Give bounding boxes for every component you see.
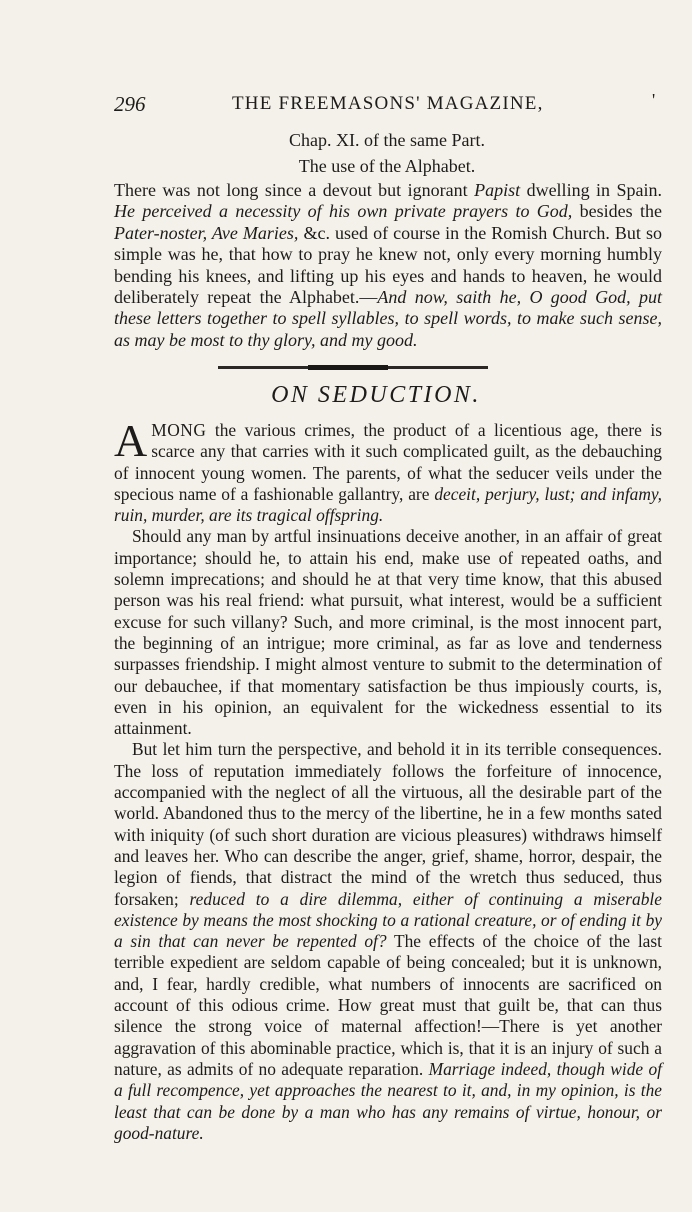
article-p2-text: Should any man by artful insinuations deceive another, in an affair of great importance; should he, to attain his end, make use of repeated oaths, and solemn imprecations; and should he at that very time know, that this abused person was his real friend: what pursuit, what interest, would be a sufficient excuse for such villany? Such, and more criminal, is the most innocent part, the beginning of an intrigue; more criminal, as far as love and tenderness surpasses friendship. I might almost venture to submit to the determination of our debauchee, if that momentary satisfaction be thus impiously courts, is, even in his opinion, an equivalent for the wickedness essential to its attainment. [114, 526, 662, 739]
para1-text-3: dwelling in Spain. [520, 180, 662, 200]
article-paragraph [114, 526, 662, 739]
para1-text-6: Pater-noster, Ave Maries, [114, 222, 299, 243]
article-paragraph [114, 739, 662, 1144]
article-p3-text-1: But let him turn the perspective, and behold it in its terrible consequences. The loss of reputation immediately follows the forfeiture of innocence, accompanied with the neglect of all the virtuous, all the desirable part of the world. Abandoned thus to the mercy of the libertine, he in a few months sated with iniquity (of such short duration are vicious pleasures) withdraws himself and leaves her. Who can describe the anger, grief, shame, horror, despair, the legion of fiends, that distract the mind of the wretch thus seduced, thus forsaken; [114, 739, 662, 909]
running-head: THE FREEMASONS' MAGAZINE, [232, 93, 544, 114]
section-divider [218, 366, 488, 369]
article-p3-italic-2: Marriage indeed, though wide of a full recompence, yet approaches the nearest to it, and, in my opinion, is the least that can be done by a man who has any remains of virtue, honour, or good-nature. [114, 1058, 662, 1143]
page-number: 296 [114, 92, 146, 116]
chapter-subheading: The use of the Alphabet. [298, 156, 476, 176]
para1-text-2: Papist [474, 180, 521, 200]
alphabet-paragraph [114, 180, 662, 351]
para1-text-5: besides the [572, 201, 663, 222]
article-title: ON SEDUCTION. [271, 382, 481, 408]
para1-text-8: And now, saith he, O good God, put these letters together to spell syllables, to spell words, to make such sense, as may be most to thy glory, and my good. [114, 287, 662, 350]
article-p1-italic: deceit, perjury, lust; and infamy, ruin, murder, are its tragical offspring. [114, 483, 663, 526]
drop-cap: A [114, 415, 148, 466]
corner-mark: ' [652, 90, 656, 110]
page-header [114, 92, 674, 118]
article-paragraph [114, 415, 663, 526]
para1-text-4: He perceived a necessity of his own private prayers to God, [114, 201, 573, 222]
article-body [114, 415, 663, 1144]
article-p1-text: the various crimes, the product of a licentious age, there is scarce any that carries with it such complicated guilt, as the debauching of innocent young women. The parents, of what the seducer veils under the specious name of a fashionable gallantry, are [114, 420, 662, 504]
first-word: MONG [151, 420, 207, 440]
chapter-heading: Chap. XI. of the same Part. [289, 130, 485, 150]
article-p3-text-2: The effects of the choice of the last terrible expedient are seldom capable of being concealed; but it is unknown, and, I fear, hardly credible, what numbers of innocents are sacrificed on account of this odious crime. How great must that guilt be, that can thus silence the strong voice of maternal affection!—There is yet another aggravation of this abominable practice, which is, that it is an injury of such a nature, as admits of no adequate reparation. [114, 931, 662, 1079]
para1-text-7: &c. used of course in the Romish Church. But so simple was he, that how to pray he knew not, only every morning humbly bending his knees, and lifting up his eyes and hands to heaven, he would deliberately repeat the Alphabet.— [114, 222, 662, 308]
article-p3-italic-1: reduced to a dire dilemma, either of continuing a miserable existence by means the most shocking to a rational creature, or of ending it by a sin that can never be repented of? [114, 888, 662, 952]
para1-text-1: There was not long since a devout but ignorant [114, 180, 475, 200]
